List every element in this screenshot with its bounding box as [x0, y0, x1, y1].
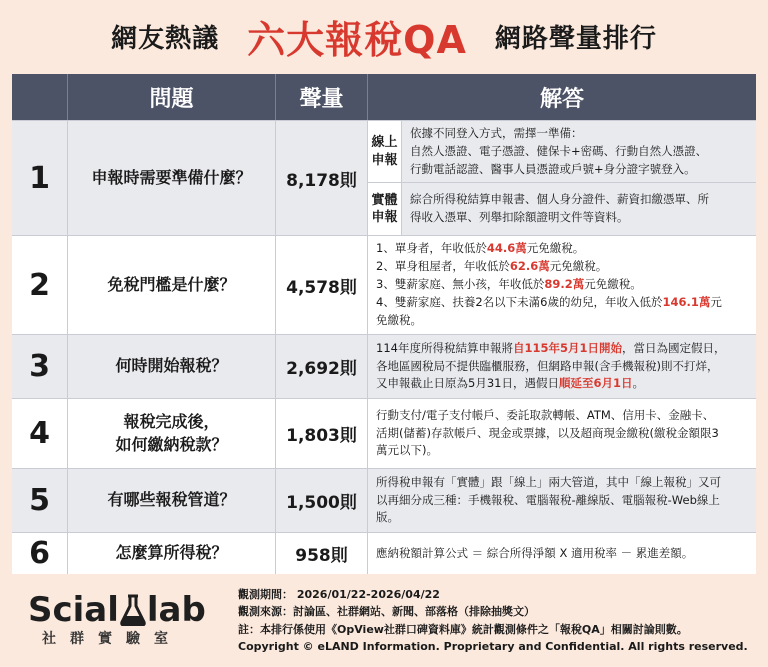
- footer: [0, 582, 768, 667]
- header-answer: 解答: [539, 86, 584, 112]
- table-row: [12, 532, 756, 574]
- title-main: 六大報稅QA: [247, 17, 467, 62]
- row-number: 3: [12, 335, 68, 398]
- row-volume: 1,803則: [276, 399, 368, 468]
- row-question: 報稅完成後， 如何繳納稅款？: [68, 399, 276, 468]
- sub-label-online: 線上 申報: [368, 121, 402, 182]
- methodology-note: 註：本排行係使用《OpView社群口碑資料庫》統計觀測條件之「報稅QA」相關討論則數。: [238, 622, 688, 636]
- answer-offline: [368, 182, 756, 235]
- flask-icon: [120, 594, 146, 626]
- sub-label-offline: 實體 申報: [368, 183, 402, 235]
- sociallab-logo: [28, 590, 228, 648]
- row-question: 有哪些報稅管道？: [68, 469, 276, 532]
- answer-line: 版。: [376, 510, 399, 525]
- answer-line: 又申報截止日原為5月31日，遇假日順延至6月1日。: [376, 376, 644, 391]
- row-number: 5: [12, 469, 68, 532]
- row-number: 4: [12, 399, 68, 468]
- answer-line: 所得稅申報有「實體」跟「線上」兩大管道，其中「線上報稅」又可: [376, 474, 721, 489]
- answer-line: 2、單身租屋者，年收低於62.6萬元免繳稅。: [376, 259, 608, 274]
- row-question: 怎麼算所得稅？: [68, 533, 276, 574]
- row-answer: [368, 399, 756, 468]
- header-num: [12, 74, 68, 120]
- sub-text-offline: 綜合所得稅結算申報書、個人身分證件、薪資扣繳憑單、所 得收入憑單、列舉扣除額證明文件等資料。: [410, 192, 709, 225]
- row-answer: [368, 236, 756, 334]
- row-volume: 958則: [276, 533, 368, 574]
- copyright: Copyright © eLAND Information. Proprietary and Confidential. All rights reserved.: [238, 640, 748, 654]
- title-right: 網路聲量排行: [494, 23, 657, 54]
- row-volume: 8,178則: [276, 121, 368, 235]
- row-number: 1: [12, 121, 68, 235]
- answer-line: 免繳稅。: [376, 312, 422, 327]
- answer-line: 行動支付/電子支付帳戶、委託取款轉帳、ATM、信用卡、金融卡、: [376, 407, 715, 422]
- row-answer: [368, 335, 756, 398]
- answer-line: 活期(儲蓄)存款帳戶、現金或票據，以及超商現金繳稅(繳稅金額限3: [376, 425, 719, 440]
- answer-line: 以再細分成三種：手機報稅、電腦報稅-離線版、電腦報稅-Web線上: [376, 492, 720, 507]
- table-row: [12, 468, 756, 532]
- answer-line: 4、雙薪家庭、扶養2名以下未滿6歲的幼兒，年收入低於146.1萬元: [376, 294, 722, 309]
- table-row: [12, 120, 756, 235]
- observation-period: 觀測期間： 2026/01/22-2026/04/22: [238, 588, 440, 601]
- title-left: 網友熱議: [111, 23, 220, 54]
- page-title: [0, 0, 768, 72]
- answer-line: 萬元以下)。: [376, 443, 438, 458]
- row-answer: [368, 533, 756, 574]
- table-row: [12, 334, 756, 398]
- table-row: [12, 398, 756, 468]
- row-question: 申報時需要準備什麼？: [68, 121, 276, 235]
- table-header: [12, 74, 756, 120]
- footer-notes: [238, 586, 748, 656]
- row-volume: 4,578則: [276, 236, 368, 334]
- header-volume: 聲量: [276, 74, 368, 120]
- row-answer: [368, 121, 756, 235]
- row-number: 6: [12, 533, 68, 574]
- row-question: 何時開始報稅？: [68, 335, 276, 398]
- answer-line: 3、雙薪家庭、無小孩，年收低於89.2萬元免繳稅。: [376, 277, 642, 292]
- answer-line: 1、單身者，年收低於44.6萬元免繳稅。: [376, 241, 585, 256]
- row-volume: 1,500則: [276, 469, 368, 532]
- row-question: 免稅門檻是什麼？: [68, 236, 276, 334]
- row-answer: [368, 469, 756, 532]
- sub-text-online: 依據不同登入方式，需擇一準備： 自然人憑證、電子憑證、健保卡+密碼、行動自然人憑證、 行動電話認證、醫事人員憑證或戶號+身分證字號登入。: [410, 126, 708, 176]
- qa-table: [12, 74, 756, 574]
- logo-subtitle: 社群實驗室: [42, 631, 182, 647]
- header-question: 問題: [68, 74, 276, 120]
- answer-line: 各地區國稅局不提供臨櫃服務，但網路申報(含手機報稅)則不打烊，: [376, 358, 719, 373]
- answer-line: 應納稅額計算公式 ＝ 綜合所得淨額 X 適用稅率 － 累進差額。: [376, 545, 694, 560]
- table-row: [12, 235, 756, 334]
- answer-line: 114年度所得稅結算申報將自115年5月1日開始，當日為國定假日，: [376, 340, 726, 355]
- logo-wordmark: S cial lab: [28, 590, 206, 630]
- row-number: 2: [12, 236, 68, 334]
- observation-source: 觀測來源：討論區、社群網站、新聞、部落格（排除抽獎文）: [238, 605, 535, 619]
- answer-online: [368, 121, 756, 182]
- row-volume: 2,692則: [276, 335, 368, 398]
